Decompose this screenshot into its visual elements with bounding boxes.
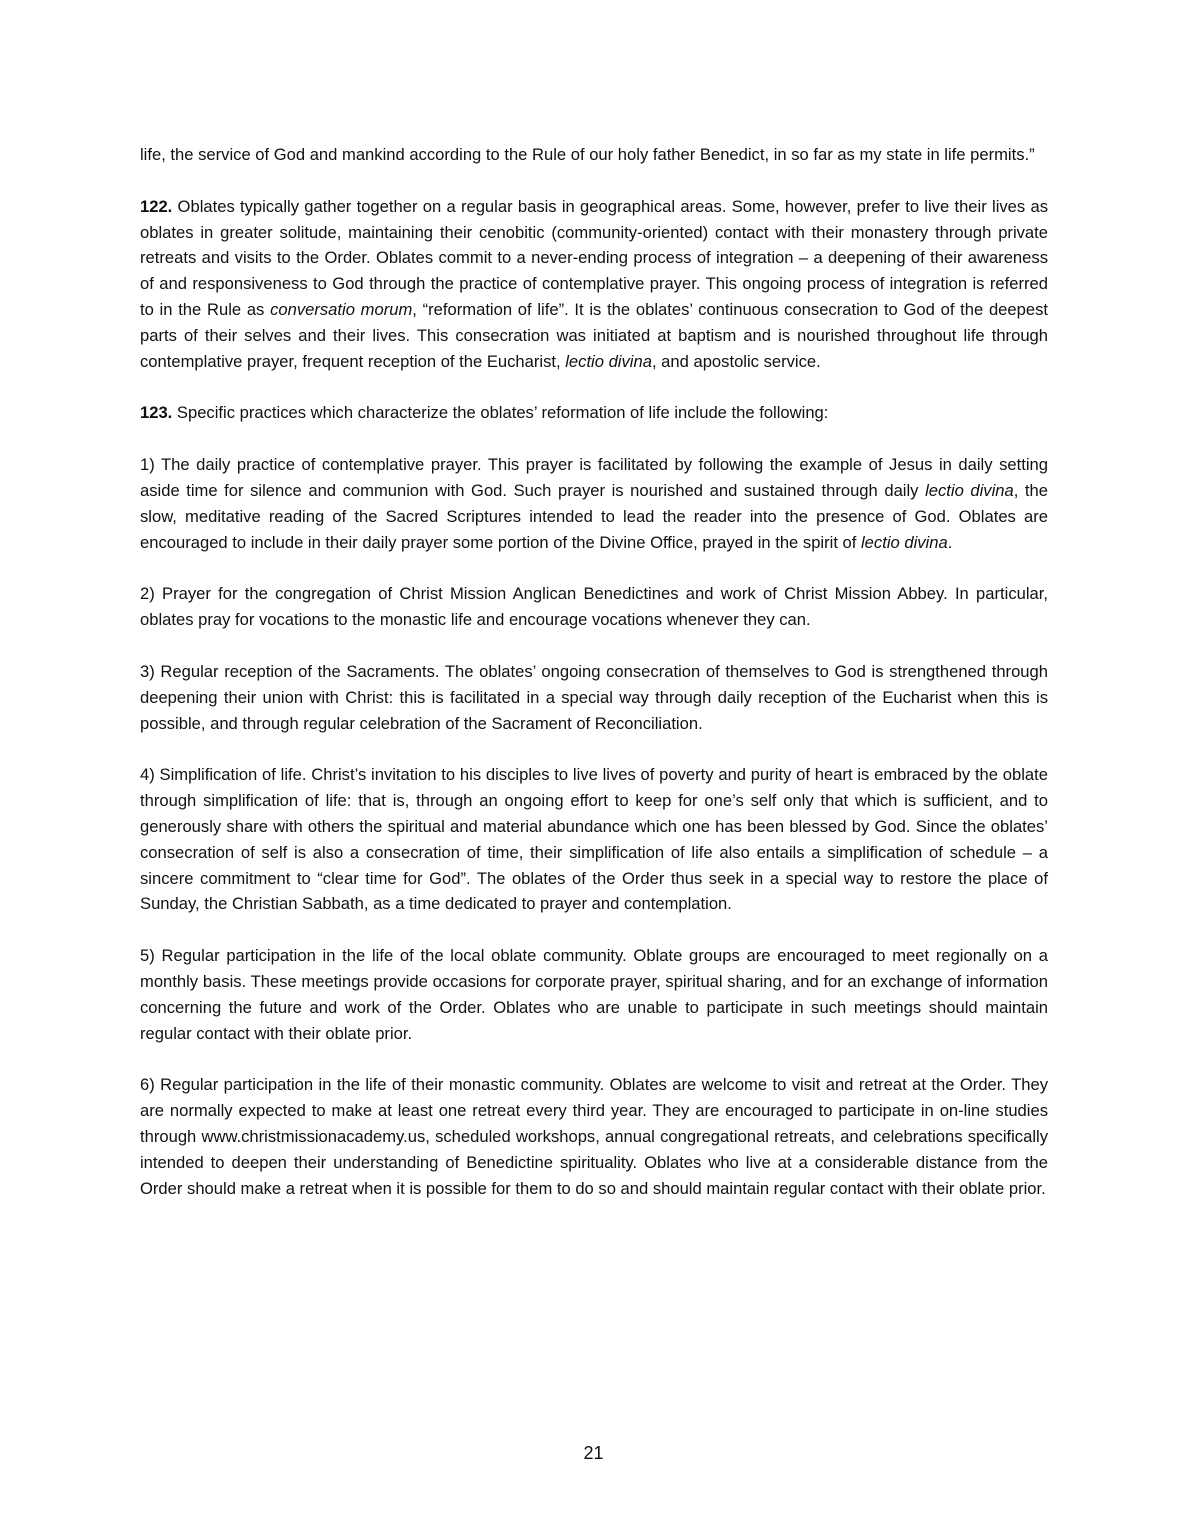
paragraph-text: 6) Regular participation in the life of their monastic community. Oblates are welcome to visit and retreat at the Order. They are normally expected to make at least one retreat every third year. They are encouraged to participate in on-line studies through www.christmissionacademy.us, scheduled workshops, annual congregational retreats, and celebrations specifically intended to deepen their understanding of Benedictine spirituality. Oblates who live at a considerable distance from the Order should make a retreat when it is possible for them to do so and should maintain regular contact with their oblate prior.	[140, 1075, 1048, 1198]
paragraph-number: 122.	[140, 196, 173, 216]
list-item-1	[140, 452, 1048, 555]
paragraph-text: , and apostolic service.	[651, 351, 821, 371]
paragraph-text: .	[947, 532, 953, 552]
list-item-6	[140, 1072, 1048, 1201]
list-item-2	[140, 581, 1048, 633]
paragraph-text: 3) Regular reception of the Sacraments. The oblates’ ongoing consecration of themselves to God is strengthened through deepening their union with Christ: this is facilitated in a special way through daily reception of the Eucharist when this is possible, and through regular celebration of the Sacrament of Reconciliation.	[140, 661, 1048, 733]
paragraph-text: life, the service of God and mankind according to the Rule of our holy father Benedict, in so far as my state in life permits.”	[140, 145, 1035, 164]
paragraph-text: 4) Simplification of life. Christ’s invitation to his disciples to live lives of poverty and purity of heart is embraced by the oblate through simplification of life: that is, through an ongoing effort to keep for one’s self only that which is sufficient, and to generously share with others the spiritual and material abundance which one has been blessed by God. Since the oblates’ consecration of self is also a consecration of time, their simplification of life also entails a simplification of schedule – a sincere commitment to “clear time for God”. The oblates of the Order thus seek in a special way to restore the place of Sunday, the Christian Sabbath, as a time dedicated to prayer and contemplation.	[140, 765, 1048, 914]
paragraph-number: 123.	[140, 403, 173, 423]
list-item-4	[140, 762, 1048, 917]
paragraph-continuation	[140, 142, 1048, 168]
document-body	[140, 142, 1048, 1227]
paragraph-text: Oblates typically gather together on a regular basis in geographical areas. Some, however, prefer to live their lives as oblates in greater solitude, maintaining their cenobitic (community-oriented) contact with their monastery through private retreats and visits to the Order. Oblates commit to a never-ending process of integration – a deepening of their awareness of and responsiveness to God through the practice of contemplative prayer. This ongoing process of integration is referred to in the Rule as	[140, 196, 1048, 319]
paragraph-text: 5) Regular participation in the life of the local oblate community. Oblate groups are encouraged to meet regionally on a monthly basis. These meetings provide occasions for corporate prayer, spiritual sharing, and for an exchange of information concerning the future and work of the Order. Oblates who are unable to participate in such meetings should maintain regular contact with their oblate prior.	[140, 946, 1048, 1043]
paragraph-123	[140, 400, 1048, 426]
page-number: 21	[583, 1443, 604, 1463]
paragraph-122	[140, 194, 1048, 375]
paragraph-text: , the slow, meditative reading of the Sacred Scriptures intended to lead the reader into the presence of God. Oblates are encouraged to include in their daily prayer some portion of the Divine Office, prayed in the spirit of	[140, 480, 1048, 552]
list-item-5	[140, 943, 1048, 1046]
italic-term: lectio divina	[861, 532, 948, 552]
list-item-3	[140, 659, 1048, 736]
italic-term: conversatio morum	[270, 299, 413, 319]
paragraph-text: Specific practices which characterize the oblates’ reformation of life include the following:	[172, 403, 829, 423]
italic-term: lectio divina	[925, 480, 1014, 500]
paragraph-text: 2) Prayer for the congregation of Christ Mission Anglican Benedictines and work of Christ Mission Abbey. In particular, oblates pray for vocations to the monastic life and encourage vocations whenever they can.	[140, 584, 1048, 630]
paragraph-text: 1) The daily practice of contemplative prayer. This prayer is facilitated by following the example of Jesus in daily setting aside time for silence and communion with God. Such prayer is nourished and sustained through daily	[140, 455, 1048, 500]
italic-term: lectio divina	[565, 351, 652, 371]
paragraph-text: , “reformation of life”. It is the oblates’ continuous consecration to God of the deepest parts of their selves and their lives. This consecration was initiated at baptism and is nourished throughout life through contemplative prayer, frequent reception of the Eucharist,	[140, 299, 1048, 371]
